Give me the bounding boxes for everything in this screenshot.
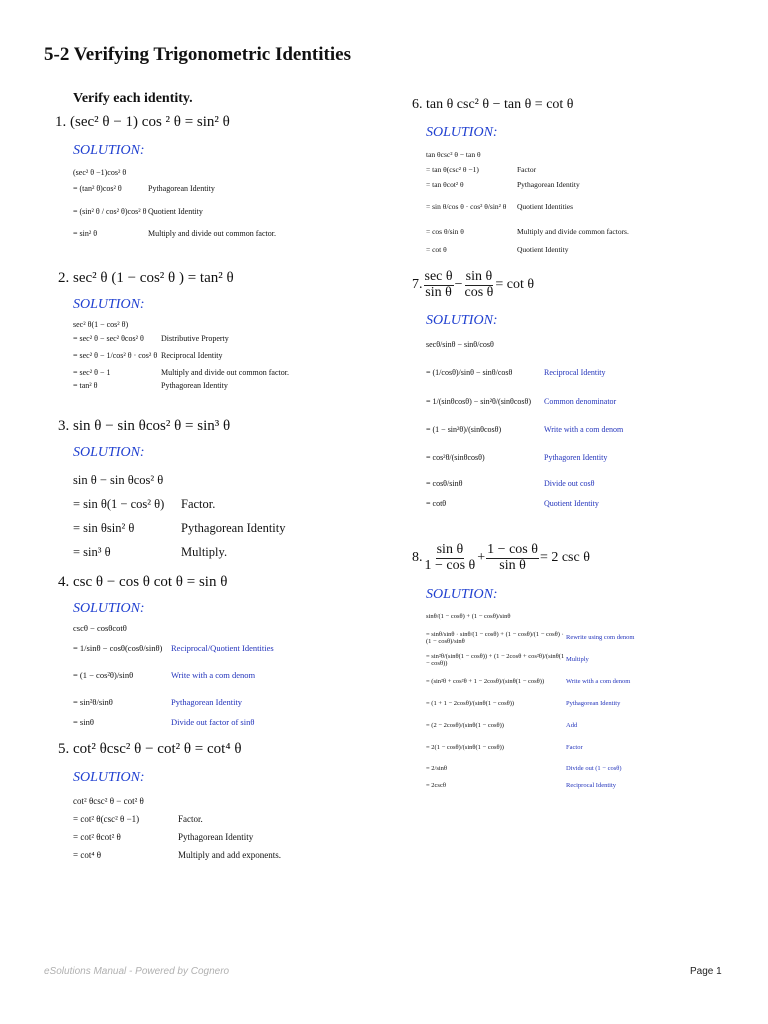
p5-step-1: cot² θcsc² θ − cot² θ	[73, 796, 144, 807]
problem-4-steps	[73, 623, 373, 730]
problem-3-solution-label: SOLUTION:	[73, 445, 145, 460]
problem-8-frac-2: $\frac{\text{1 − cos θ}}{\text{sin θ}}$	[487, 542, 538, 573]
instructions: Verify each identity.	[73, 91, 193, 106]
problem-5-solution-label: SOLUTION:	[73, 770, 145, 785]
p4-step-4: = sin²θ/sinθ Pythagorean Identity	[73, 696, 243, 707]
problem-8-rhs: = 2 csc θ	[539, 550, 590, 566]
problem-8-plus: +	[477, 550, 486, 566]
p5-step-4: = cot⁴ θ Multiply and add exponents.	[73, 850, 281, 861]
page-number: Page 1	[690, 966, 722, 977]
problem-7-statement	[412, 270, 534, 300]
p8-step-6: = (2 − 2cosθ)/(sinθ(1 − cosθ)) Add	[426, 722, 578, 730]
p7-step-2: = (1/cosθ)/sinθ − sinθ/cosθ Reciprocal Identity	[426, 367, 606, 377]
problem-6-steps	[426, 148, 746, 257]
p3-step-2: = sin θ(1 − cos² θ) Factor.	[73, 496, 216, 511]
problem-7-rhs: = cot θ	[495, 277, 535, 293]
p6-step-3: = tan θcot² θ Pythagorean Identity	[426, 180, 580, 190]
p3-step-3: = sin θsin² θ Pythagorean Identity	[73, 520, 286, 535]
problem-1-statement: 1. (sec² θ − 1) cos ² θ = sin² θ	[55, 114, 230, 130]
problem-7-steps	[426, 333, 746, 512]
problem-4-statement: 4. csc θ − cos θ cot θ = sin θ	[58, 574, 228, 590]
problem-6-statement: 6. tan θ csc² θ − tan θ = cot θ	[412, 97, 574, 112]
p1-step-4: = sin² θ Multiply and divide out common factor.	[73, 229, 276, 239]
p3-step-1: sin θ − sin θcos² θ	[73, 472, 164, 487]
problem-2-statement: 2. sec² θ (1 − cos² θ ) = tan² θ	[58, 270, 234, 286]
p2-step-1: sec² θ(1 − cos² θ)	[73, 320, 129, 330]
problem-8-number: 8.	[412, 550, 423, 566]
p3-step-4: = sin³ θ Multiply.	[73, 544, 228, 559]
p5-step-3: = cot² θcot² θ Pythagorean Identity	[73, 832, 254, 843]
p7-step-4: = (1 − sin²θ)/(sinθcosθ) Write with a com denom	[426, 424, 624, 434]
problem-8-frac-1: $\frac{\text{sin θ}}{\text{1 − cos θ}}$	[424, 542, 476, 573]
p1-step-2: = (tan² θ)cos² θ Pythagorean Identity	[73, 183, 215, 193]
p6-step-1: tan θcsc² θ − tan θ	[426, 150, 481, 160]
p1-step-1: (sec² θ −1)cos² θ	[73, 168, 127, 178]
p6-step-4: = sin θ/cos θ · cos² θ/sin² θ Quotient Identities	[426, 201, 574, 211]
p4-step-3: = (1 − cos²θ)/sinθ Write with a com denom	[73, 669, 256, 680]
problem-6-solution-label: SOLUTION:	[426, 125, 498, 140]
p6-step-2: = tan θ(csc² θ −1) Factor	[426, 165, 537, 175]
p8-step-3: = sin²θ/(sinθ(1 − cosθ)) + (1 − 2cosθ + cos²θ)/(sinθ(1 − cosθ)) Multiply	[426, 652, 589, 667]
p4-step-1: cscθ − cosθcotθ	[73, 623, 127, 634]
p6-step-5: = cos θ/sin θ Multiply and divide common factors.	[426, 226, 629, 236]
problem-7-minus: −	[454, 277, 463, 293]
page-title: 5-2 Verifying Trigonometric Identities	[44, 44, 351, 65]
p4-step-2: = 1/sinθ − cosθ(cosθ/sinθ) Reciprocal/Quotient Identities	[73, 642, 274, 653]
p1-step-3: = (sin² θ / cos² θ)cos² θ Quotient Identity	[73, 206, 203, 216]
p8-step-5: = (1 + 1 − 2cosθ)/(sinθ(1 − cosθ)) Pythagorean Identity	[426, 700, 621, 708]
problem-8-steps	[426, 607, 746, 793]
p2-step-3: = sec² θ − 1/cos² θ · cos² θ Reciprocal Identity	[73, 350, 223, 360]
p4-step-5: = sinθ Divide out factor of sinθ	[73, 717, 255, 728]
p8-step-1: sinθ/(1 − cosθ) + (1 − cosθ)/sinθ	[426, 613, 511, 621]
problem-7-frac-2: $\frac{\text{sin θ}}{\text{cos θ}}$	[464, 269, 494, 300]
problem-5-statement: 5. cot² θcsc² θ − cot² θ = cot⁴ θ	[58, 741, 242, 757]
p6-step-6: = cot θ Quotient Identity	[426, 244, 569, 254]
p7-step-3: = 1/(sinθcosθ) − sin²θ/(sinθcosθ) Common denominator	[426, 396, 617, 406]
p7-step-5: = cos²θ/(sinθcosθ) Pythagoren Identity	[426, 452, 608, 462]
p8-step-8: = 2/sinθ Divide out (1 − cosθ)	[426, 765, 622, 773]
problem-1-steps	[73, 166, 373, 242]
problem-7-frac-1: $\frac{\text{sec θ}}{\text{sin θ}}$	[424, 269, 453, 300]
p2-step-5: = tan² θ Pythagorean Identity	[73, 381, 228, 391]
p8-step-2: = sinθ/sinθ · sinθ/(1 − cosθ) + (1 − cosθ)/(1 − cosθ) · (1 − cosθ)/sinθ Rewrite using com denom	[426, 630, 635, 645]
p8-step-4: = (sin²θ + cos²θ + 1 − 2cosθ)/(sinθ(1 − cosθ)) Write with a com denom	[426, 678, 631, 686]
problem-8-statement	[412, 543, 590, 573]
footer-credit: eSolutions Manual - Powered by Cognero	[44, 966, 230, 977]
problem-3-steps	[73, 468, 373, 564]
problem-2-solution-label: SOLUTION:	[73, 297, 145, 312]
problem-7-solution-label: SOLUTION:	[426, 313, 498, 328]
p2-step-4: = sec² θ − 1 Multiply and divide out common factor.	[73, 367, 289, 377]
p7-step-6: = cosθ/sinθ Divide out cosθ	[426, 478, 595, 488]
problem-7-number: 7.	[412, 277, 423, 293]
problem-4-solution-label: SOLUTION:	[73, 601, 145, 616]
p8-step-7: = 2(1 − cosθ)/(sinθ(1 − cosθ)) Factor	[426, 744, 583, 752]
p7-step-1: secθ/sinθ − sinθ/cosθ	[426, 340, 494, 350]
p8-step-9: = 2cscθ Reciprocal Identity	[426, 782, 616, 790]
problem-5-steps	[73, 793, 373, 865]
problem-1-solution-label: SOLUTION:	[73, 143, 145, 158]
p7-step-7: = cotθ Quotient Identity	[426, 498, 599, 508]
problem-3-statement: 3. sin θ − sin θcos² θ = sin³ θ	[58, 418, 231, 434]
p5-step-2: = cot² θ(csc² θ −1) Factor.	[73, 814, 203, 825]
p2-step-2: = sec² θ − sec² θcos² θ Distributive Property	[73, 333, 229, 343]
problem-2-steps	[73, 319, 373, 393]
problem-8-solution-label: SOLUTION:	[426, 587, 498, 602]
